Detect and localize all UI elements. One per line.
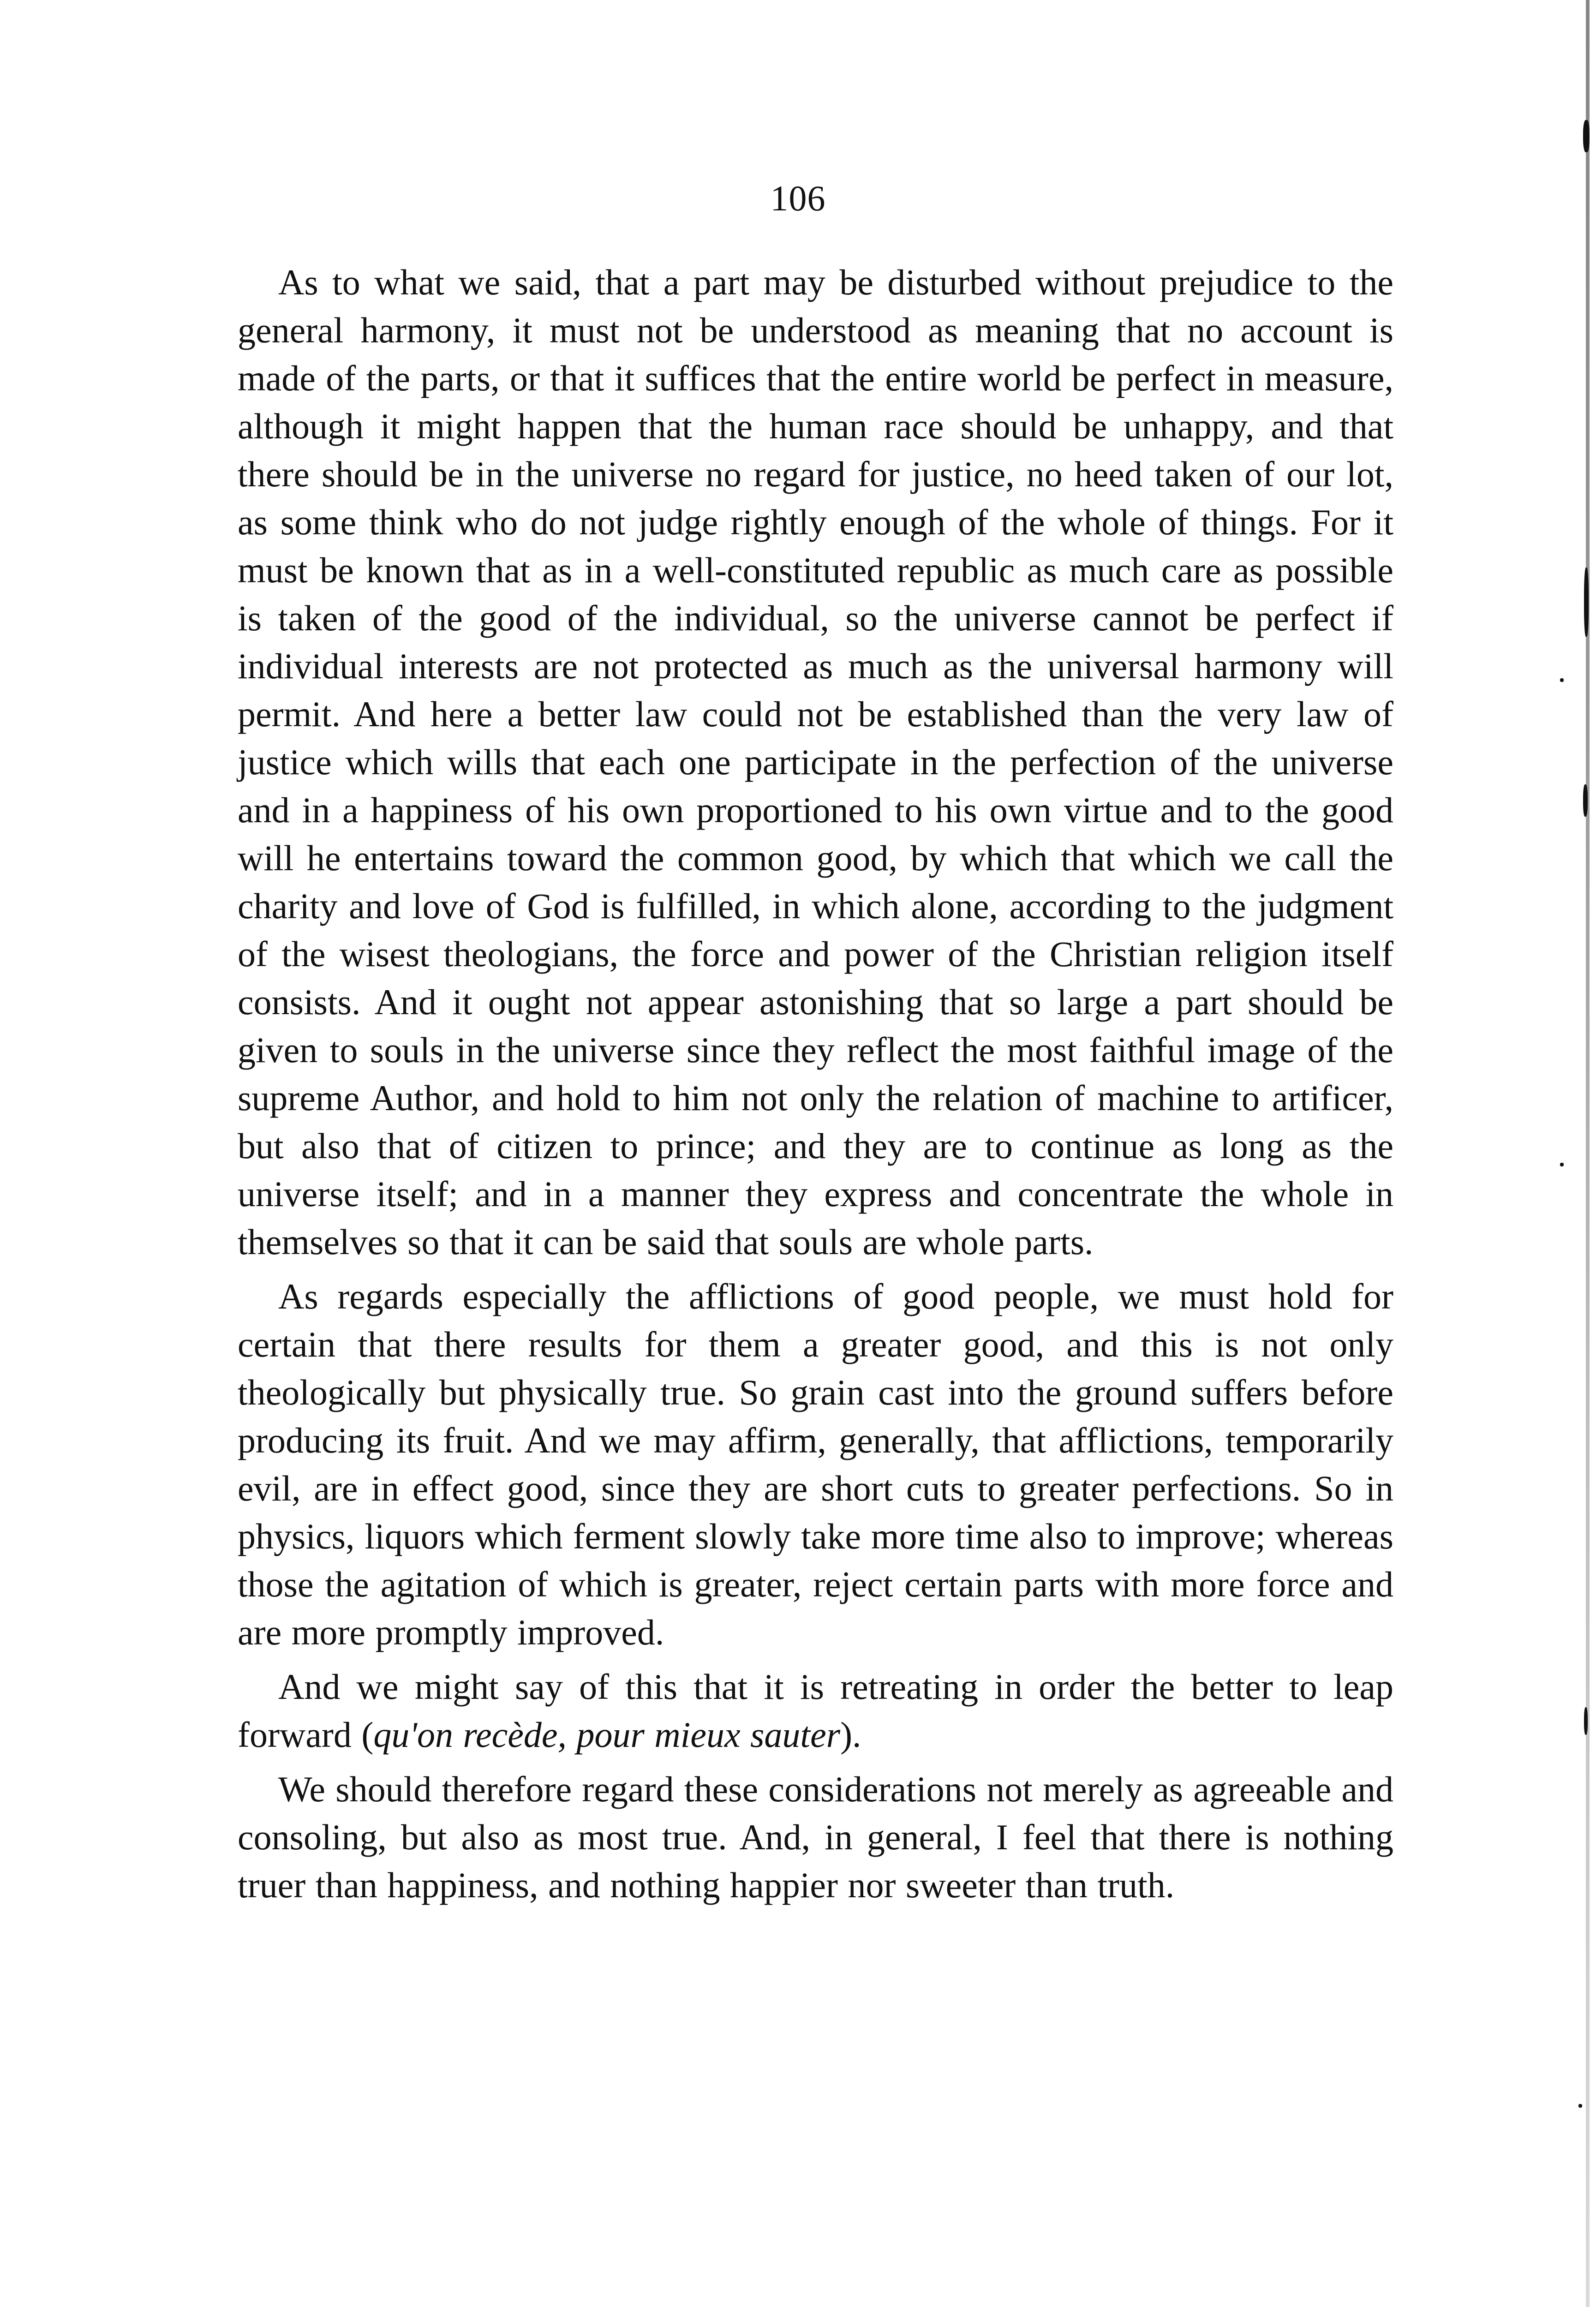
scan-artifact-mark [1560, 1163, 1564, 1166]
scan-artifact-mark [1584, 568, 1589, 637]
paragraph-3-text-after: ). [840, 1715, 861, 1755]
paragraph-3-italic-quote: qu'on recède, pour mieux sauter [373, 1715, 841, 1755]
paragraph-3-text-before: And we might say of this that it is retreating in order the better to leap forward ( [238, 1667, 1393, 1755]
scan-edge-shadow [1586, 0, 1590, 2307]
scan-artifact-mark [1578, 2104, 1582, 2108]
paragraph-4: We should therefore regard these considerations not merely as agreeable and consoling, but also as most true. And, in general, I feel that there is nothing truer than happiness, and nothing happier nor sweeter than truth. [238, 1769, 1393, 1905]
paragraph-2: As regards especially the afflictions of good people, we must hold for certain that there results for them a greater good, and this is not only theologically but physically true. So grain cast into the ground suffers before producing its fruit. And we may affirm, generally, that afflictions, temporarily evil, are in effect good, since they are short cuts to greater perfections. So in physics, liquors which ferment slowly take more time also to improve; whereas those the agitation of which is greater, reject certain parts with more force and are more promptly improved. [238, 1276, 1393, 1652]
scan-artifact-mark [1583, 120, 1590, 152]
page-number: 106 [770, 178, 826, 218]
paragraph-3 [238, 1663, 1393, 1759]
scan-artifact-mark [1584, 1707, 1588, 1735]
scan-artifact-mark [1560, 678, 1564, 682]
paragraph-1: As to what we said, that a part may be disturbed without prejudice to the general harmony, it must not be understood as meaning that no account is made of the parts, or that it suffices that the entire world be perfect in measure, although it might happen that the human race should be unhappy, and that there should be in the universe no regard for justice, no heed taken of our lot, as some think who do not judge rightly enough of the whole of things. For it must be known that as in a well-constituted republic as much care as possible is taken of the good of the individual, so the universe cannot be perfect if individual interests are not protected as much as the universal harmony will permit. And here a better law could not be established than the very law of justice which wills that each one participate in the perfection of the universe and in a happiness of his own proportioned to his own virtue and to the good will he entertains toward the common good, by which that which we call the charity and love of God is fulfilled, in which alone, according to the judgment of the wisest theologians, the force and power of the Christian religion itself consists. And it ought not appear astonishing that so large a part should be given to souls in the universe since they reflect the most faithful image of the supreme Author, and hold to him not only the relation of machine to artificer, but also that of citizen to prince; and they are to continue as long as the universe itself; and in a manner they express and concentrate the whole in themselves so that it can be said that souls are whole parts. [238, 262, 1393, 1262]
scan-artifact-mark [1583, 784, 1588, 817]
body-text [238, 258, 1393, 1909]
